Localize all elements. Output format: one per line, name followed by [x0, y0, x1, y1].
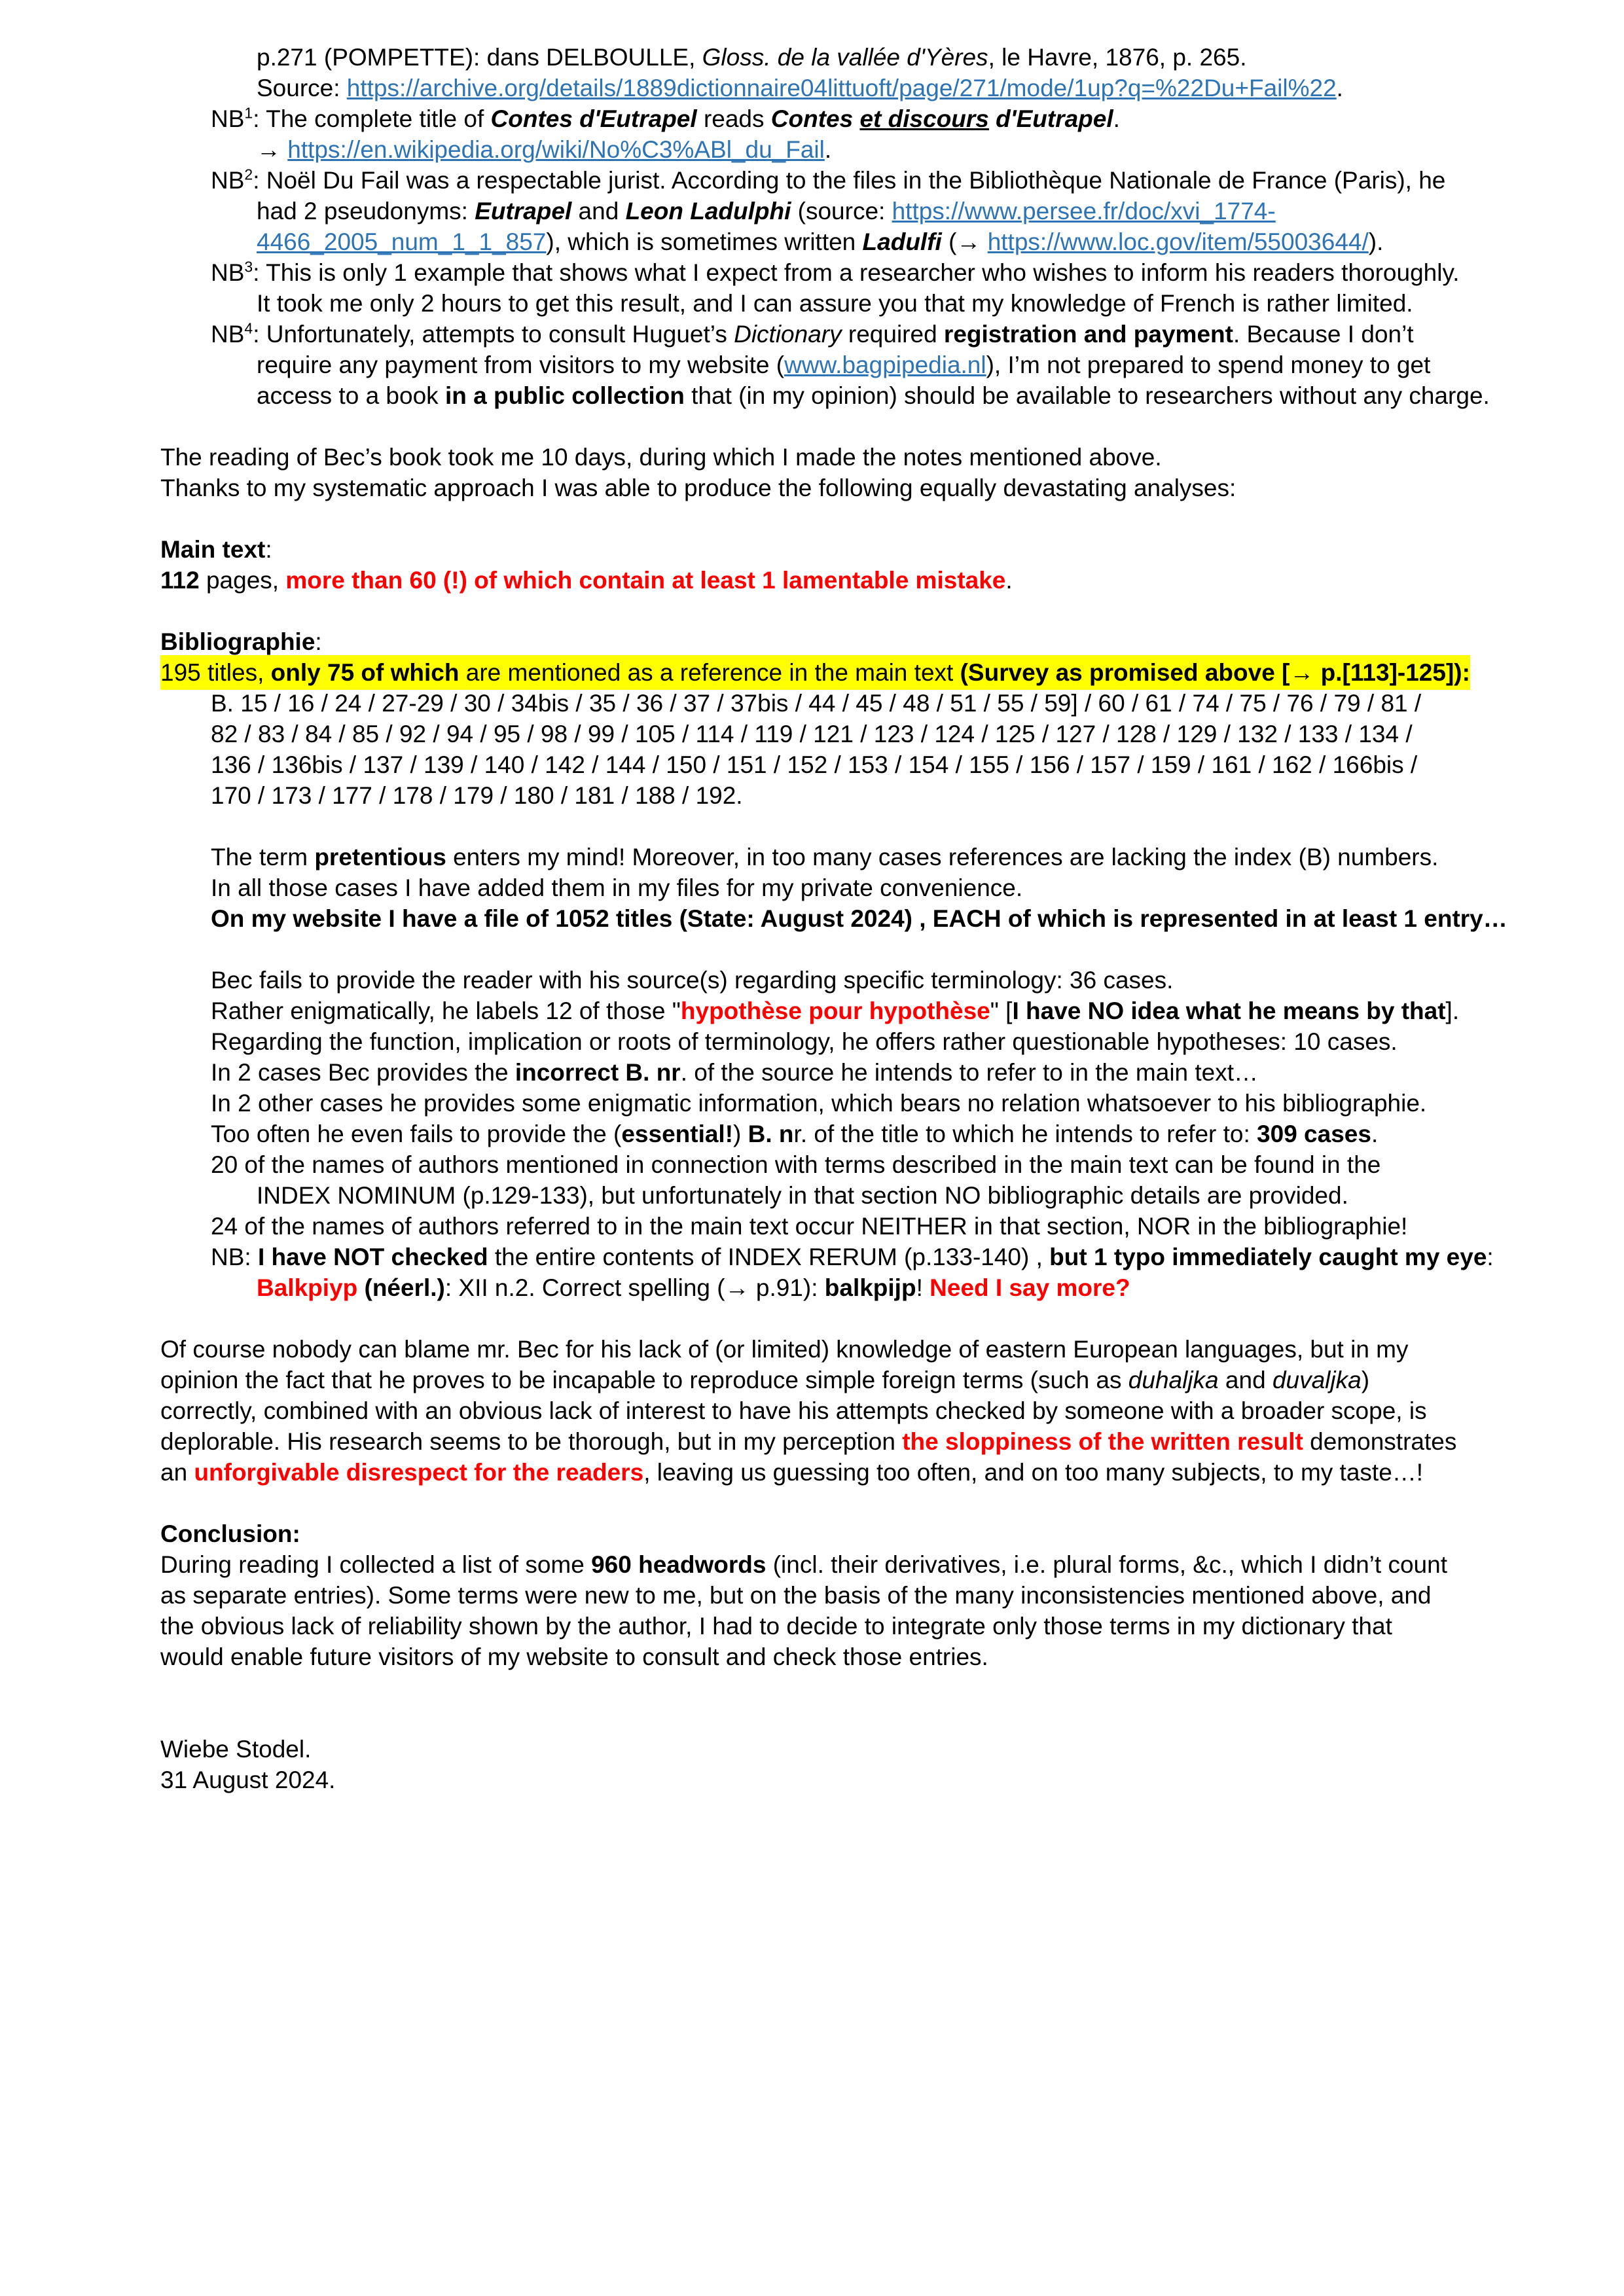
text-line [160, 473, 1565, 503]
text-run: hypothèse pour hypothèse [680, 997, 990, 1024]
text-run: . [824, 136, 832, 163]
text-run: : [315, 628, 322, 655]
hyperlink[interactable]: https://archive.org/details/1889dictionnaire04littuoft/page/271/mode/1up?q=%22Du+Fail%22 [346, 75, 1337, 101]
text-line [211, 165, 1565, 196]
text-run: (néerl.) [364, 1274, 445, 1301]
text-run: only 75 of which [271, 655, 460, 690]
text-line [211, 1057, 1565, 1088]
text-run: NB [211, 167, 245, 194]
text-run: Ladulfi [862, 228, 942, 255]
text-run: NB [211, 105, 245, 132]
text-run: ). [1368, 228, 1384, 255]
text-run: 195 titles, [160, 655, 271, 690]
text-run: Rather enigmatically, he labels 12 of those " [211, 997, 681, 1024]
text-run: an [160, 1459, 194, 1486]
text-run: essential! [621, 1121, 734, 1147]
text-run: Conclusion: [160, 1520, 300, 1547]
text-run: would enable future visitors of my website to consult and check those entries. [160, 1643, 988, 1670]
text-run: deplorable. His research seems to be thorough, but in my perception [160, 1428, 903, 1455]
hyperlink[interactable]: https://en.wikipedia.org/wiki/No%C3%ABl_du_Fail [287, 136, 825, 163]
text-line [160, 626, 1565, 657]
text-run: 24 of the names of authors referred to in the main text occur NEITHER in that section, NOR in the bibliographie! [211, 1213, 1408, 1240]
text-run: . of the source he intends to refer to in the main text… [680, 1059, 1259, 1086]
text-run: 136 / 136bis / 137 / 139 / 140 / 142 / 144 / 150 / 151 / 152 / 153 / 154 / 155 / 156 / 157 / 159 / 161 / 162 / 166bis / [211, 751, 1418, 778]
text-run: opinion the fact that he proves to be incapable to reproduce simple foreign terms (such as [160, 1367, 1128, 1393]
text-run: In 2 cases Bec provides the [211, 1059, 515, 1086]
text-run: 170 / 173 / 177 / 178 / 179 / 180 / 181 / 188 / 192. [211, 782, 743, 809]
text-run: B. 15 / 16 / 24 / 27-29 / 30 / 34bis / 35 / 36 / 37 / 37bis / 44 / 45 / 48 / 51 / 55 / 59] / 60 / 61 / 74 / 75 / 76 / 79 / 81 / [211, 690, 1422, 717]
text-run: : [1487, 1244, 1494, 1270]
text-run: The term [211, 844, 315, 870]
text-line [160, 1580, 1565, 1611]
text-run: reads [696, 105, 771, 132]
text-line [160, 442, 1565, 473]
text-run: Eutrapel [475, 198, 572, 224]
text-run: Gloss. de la vallée d'Yères [702, 44, 988, 71]
text-run: I have NOT checked [257, 1244, 488, 1270]
text-run: as separate entries). Some terms were new to me, but on the basis of the many inconsistencies mentioned above, and [160, 1582, 1432, 1609]
text-run: B. n [748, 1121, 794, 1147]
text-line [211, 257, 1565, 288]
text-run: 20 of the names of authors mentioned in connection with terms described in the main text can be found in the [211, 1151, 1381, 1178]
hyperlink[interactable]: www.bagpipedia.nl [784, 351, 986, 378]
text-run: (→ [941, 228, 988, 255]
text-line [211, 319, 1565, 350]
text-run: : Noël Du Fail was a respectable jurist. According to the files in the Bibliothèque Nationale de France (Paris), he [253, 167, 1446, 194]
text-run: : XII n.2. Correct spelling (→ p.91): [444, 1274, 825, 1301]
text-run: access to a book [257, 382, 445, 409]
text-run: 82 / 83 / 84 / 85 / 92 / 94 / 95 / 98 / 99 / 105 / 114 / 119 / 121 / 123 / 124 / 125 / 127 / 128 / 129 / 132 / 133 / 134 / [211, 721, 1413, 747]
text-run: : [265, 536, 272, 563]
text-run: : This is only 1 example that shows what I expect from a researcher who wishes to inform his readers thoroughly. [253, 259, 1460, 286]
text-line [257, 380, 1565, 411]
text-run: Regarding the function, implication or roots of terminology, he offers rather questionable hypotheses: 10 cases. [211, 1028, 1398, 1055]
text-line [160, 657, 1565, 688]
text-line [211, 1149, 1565, 1180]
text-line [211, 749, 1565, 780]
text-run: . [1336, 75, 1343, 101]
text-line [160, 1334, 1565, 1365]
text-run: (incl. their derivatives, i.e. plural forms, &c., which I didn’t count [766, 1551, 1447, 1578]
text-line [257, 350, 1565, 380]
text-run: Need I say more? [929, 1274, 1130, 1301]
text-line [211, 872, 1565, 903]
text-run: enters my mind! Moreover, in too many cases references are lacking the index (B) numbers. [446, 844, 1439, 870]
text-run: During reading I collected a list of some [160, 1551, 592, 1578]
text-run: On my website I have a file of 1052 titles (State: August 2024) , EACH of which is represented in at least 1 entry… [211, 905, 1507, 932]
text-line [211, 1211, 1565, 1242]
text-run: (source: [791, 198, 892, 224]
text-run: Leon Ladulphi [625, 198, 791, 224]
document-text-body [160, 42, 1565, 1795]
text-run [357, 1274, 364, 1301]
text-run: Dictionary [734, 321, 842, 348]
text-run: Wiebe Stodel. [160, 1736, 312, 1763]
text-line [257, 42, 1565, 73]
text-line [211, 1242, 1565, 1272]
hyperlink[interactable]: https://www.persee.fr/doc/xvi_1774- [892, 198, 1276, 224]
text-run: Too often he even fails to provide the ( [211, 1121, 622, 1147]
text-run: It took me only 2 hours to get this result, and I can assure you that my knowledge of French is rather limited. [257, 290, 1413, 317]
text-run: the entire contents of INDEX RERUM (p.133-140) , [488, 1244, 1050, 1270]
text-line [211, 965, 1565, 996]
text-run: and [1218, 1367, 1272, 1393]
text-line [160, 1549, 1565, 1580]
text-run: In all those cases I have added them in my files for my private convenience. [211, 874, 1023, 901]
text-line [160, 1765, 1565, 1795]
text-run: Thanks to my systematic approach I was able to produce the following equally devastating analyses: [160, 475, 1236, 501]
text-run: ), I’m not prepared to spend money to get [986, 351, 1431, 378]
text-run: that (in my opinion) should be available to researchers without any charge. [684, 382, 1490, 409]
superscript: 4 [244, 319, 253, 337]
superscript: 1 [244, 104, 253, 122]
text-run: the sloppiness of the written result [902, 1428, 1303, 1455]
text-line [211, 719, 1565, 749]
text-run: 112 [160, 567, 200, 594]
arrow-icon: → [257, 136, 288, 163]
text-line [257, 288, 1565, 319]
text-run: " [ [990, 997, 1013, 1024]
text-line [211, 996, 1565, 1026]
text-line [160, 1365, 1565, 1395]
text-run: in a public collection [444, 382, 685, 409]
text-run: NB [211, 321, 245, 348]
text-run: pages, [199, 567, 286, 594]
text-line [160, 1641, 1565, 1672]
superscript: 2 [244, 166, 253, 183]
text-line [211, 103, 1565, 134]
text-line [211, 903, 1565, 934]
text-run: (Survey as promised above [→ p.[113]-125]): [960, 655, 1470, 690]
text-line [257, 196, 1565, 226]
text-run: Bec fails to provide the reader with his source(s) regarding specific terminology: 36 cases. [211, 967, 1174, 994]
text-run: balkpijp [824, 1274, 916, 1301]
text-line [160, 534, 1565, 565]
text-run: p.271 (POMPETTE): dans DELBOULLE, [257, 44, 702, 71]
text-run: registration and payment [943, 321, 1233, 348]
text-run: ! [916, 1274, 930, 1301]
text-run: , le Havre, 1876, p. 265. [988, 44, 1247, 71]
text-run: NB [211, 259, 245, 286]
text-run: Contes [770, 105, 860, 132]
text-line [211, 1088, 1565, 1119]
text-run: et discours [859, 105, 989, 132]
text-line [257, 1180, 1565, 1211]
text-run: and [571, 198, 626, 224]
text-run: . [1371, 1121, 1379, 1147]
text-line [257, 1272, 1565, 1303]
text-line [160, 1518, 1565, 1549]
text-line [257, 134, 1565, 165]
text-run: ) [1361, 1367, 1370, 1393]
text-run: but 1 typo immediately caught my eye [1049, 1244, 1487, 1270]
text-run: . Because I don’t [1233, 321, 1414, 348]
text-run: correctly, combined with an obvious lack of interest to have his attempts checked by someone with a broader scope, is [160, 1397, 1427, 1424]
text-run: require any payment from visitors to my website ( [257, 351, 785, 378]
text-line [160, 1457, 1565, 1488]
text-run: INDEX NOMINUM (p.129-133), but unfortunately in that section NO bibliographic details are provided. [257, 1182, 1348, 1209]
text-run: incorrect B. nr [514, 1059, 681, 1086]
text-run: ), which is sometimes written [546, 228, 863, 255]
text-run: 31 August 2024. [160, 1767, 336, 1793]
text-line [257, 73, 1565, 103]
text-run: 960 headwords [591, 1551, 767, 1578]
text-run: Of course nobody can blame mr. Bec for his lack of (or limited) knowledge of eastern European languages, but in my [160, 1336, 1409, 1363]
text-run: 309 cases [1257, 1121, 1371, 1147]
text-run: Bibliographie [160, 628, 316, 655]
text-run: r. of the title to which he intends to refer to: [793, 1121, 1257, 1147]
text-line [211, 780, 1565, 811]
text-run: demonstrates [1303, 1428, 1457, 1455]
hyperlink[interactable]: https://www.loc.gov/item/55003644/ [987, 228, 1369, 255]
hyperlink[interactable]: 4466_2005_num_1_1_857 [257, 228, 547, 255]
text-line [160, 1395, 1565, 1426]
text-run: unforgivable disrespect for the readers [194, 1459, 644, 1486]
text-run: d'Eutrapel [988, 105, 1113, 132]
superscript: 3 [244, 258, 253, 276]
text-line [257, 226, 1565, 257]
text-run: Contes d'Eutrapel [490, 105, 697, 132]
text-line [160, 1426, 1565, 1457]
text-run: required [841, 321, 944, 348]
text-run: In 2 other cases he provides some enigmatic information, which bears no relation whatsoever to his bibliographie. [211, 1090, 1427, 1117]
text-run: ]. [1445, 997, 1460, 1024]
text-line [211, 688, 1565, 719]
text-line [160, 1734, 1565, 1765]
text-run: , leaving us guessing too often, and on too many subjects, to my taste…! [643, 1459, 1424, 1486]
text-run: The reading of Bec’s book took me 10 days, during which I made the notes mentioned above. [160, 444, 1162, 471]
text-line [211, 842, 1565, 872]
text-run: . [1113, 105, 1120, 132]
text-run: had 2 pseudonyms: [257, 198, 475, 224]
text-run: duhaljka [1128, 1367, 1219, 1393]
text-run: NB: [211, 1244, 258, 1270]
text-run: . [1005, 567, 1013, 594]
text-run: are mentioned as a reference in the main text [459, 655, 960, 690]
text-run: ) [733, 1121, 748, 1147]
text-line [211, 1026, 1565, 1057]
text-run: : Unfortunately, attempts to consult Huguet’s [253, 321, 734, 348]
text-run: Balkpiyp [257, 1274, 358, 1301]
text-run: I have NO idea what he means by that [1012, 997, 1446, 1024]
text-run: the obvious lack of reliability shown by the author, I had to decide to integrate only those terms in my dictionary that [160, 1613, 1392, 1640]
text-run: : The complete title of [253, 105, 491, 132]
text-run: duvaljka [1272, 1367, 1362, 1393]
text-run: more than 60 (!) of which contain at least 1 lamentable mistake [285, 567, 1006, 594]
text-line [160, 1611, 1565, 1641]
text-run: pretentious [314, 844, 446, 870]
text-line [211, 1119, 1565, 1149]
text-run: Main text [160, 536, 266, 563]
text-line [160, 565, 1565, 596]
text-run: Source: [257, 75, 347, 101]
